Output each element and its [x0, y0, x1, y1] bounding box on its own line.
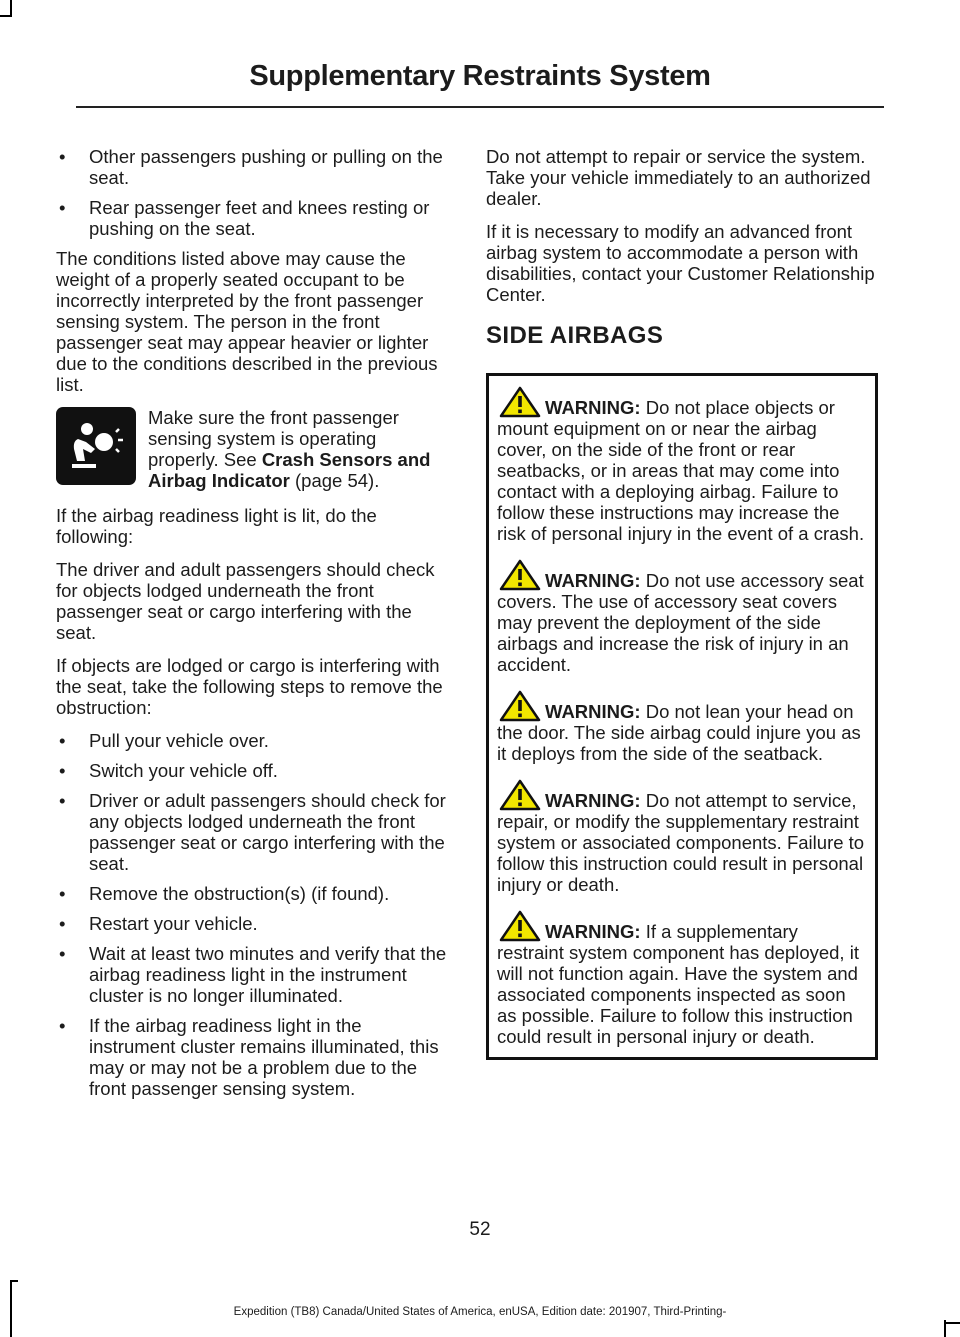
list-item: • Driver or adult passengers should check for any objects lodged underneath the front passenger seat or cargo interfering with the seat.	[59, 790, 446, 874]
airbag-note	[56, 407, 450, 491]
warning-text: Do not place objects or mount equipment on or near the airbag cover, on the side of the front or rear seatbacks, or in areas that may come into contact with a deploying airbag. Failure to follow these instructions may increase the risk of personal injury in the event of a crash.	[497, 397, 865, 544]
header-rule	[76, 106, 884, 108]
warning-label: WARNING:	[545, 397, 641, 418]
bullet: •	[59, 760, 66, 781]
paragraph-repair: Do not attempt to repair or service the system. Take your vehicle immediately to an authorized dealer.	[486, 146, 871, 209]
paragraph-objects: If objects are lodged or cargo is interfering with the seat, take the following steps to remove the obstruction:	[56, 655, 443, 718]
bullet: •	[59, 730, 66, 751]
list-item: • Wait at least two minutes and verify that the airbag readiness light in the instrument cluster is no longer illuminated.	[59, 943, 447, 1006]
warning-label: WARNING:	[545, 701, 641, 722]
bullet-list-top	[56, 146, 450, 239]
warning-triangle-icon	[499, 559, 541, 591]
warning-label: WARNING:	[545, 790, 641, 811]
page-header-title: Supplementary Restraints System	[249, 60, 711, 92]
list-item: • Switch your vehicle off.	[59, 760, 278, 781]
warning-item	[497, 910, 867, 1047]
list-item: • Remove the obstruction(s) (if found).	[59, 883, 390, 904]
warning-triangle-icon	[499, 779, 541, 811]
warning-item	[497, 386, 867, 544]
paragraph-driver: The driver and adult passengers should check for objects lodged underneath the front passenger seat or cargo interfering with the seat.	[56, 559, 435, 643]
list-item: • Other passengers pushing or pulling on the seat.	[59, 146, 443, 188]
page-number: 52	[469, 1219, 491, 1240]
warning-triangle-icon	[499, 386, 541, 418]
warning-item	[497, 559, 867, 675]
bullet: •	[59, 146, 66, 167]
note-text: Make sure the front passenger sensing system is operating properly. See	[148, 407, 399, 470]
right-column	[486, 146, 878, 1060]
list-item: • If the airbag readiness light in the instrument cluster remains illuminated, this may or may not be a problem due to the front passenger sensing system.	[59, 1015, 439, 1099]
crop-mark	[944, 1322, 960, 1324]
airbag-indicator-icon	[56, 407, 136, 485]
paragraph-readiness: If the airbag readiness light is lit, do the following:	[56, 505, 377, 547]
left-column	[56, 146, 450, 1108]
section-heading: SIDE AIRBAGS	[486, 322, 664, 349]
warning-label: WARNING:	[545, 570, 641, 591]
bullet: •	[59, 197, 66, 218]
warning-text: If a supplementary restraint system component has deployed, it will not function again. Have the system and associated components inspected as soon as possible. Failure to follow this instruction could result in personal injury or death.	[497, 921, 859, 1047]
crash-sensors-link[interactable]: Crash Sensors and Airbag Indicator	[148, 449, 431, 491]
list-item: • Rear passenger feet and knees resting or pushing on the seat.	[59, 197, 430, 239]
bullet: •	[59, 1015, 66, 1036]
warning-item	[497, 779, 867, 895]
warning-text: Do not lean your head on the door. The side airbag could injure you as it deploys from the side of the seatback.	[497, 701, 861, 764]
warning-box	[486, 373, 878, 1060]
crop-mark	[0, 15, 12, 17]
warning-text: Do not attempt to service, repair, or modify the supplementary restraint system or associated components. Failure to follow this instruction could result in personal injury or death.	[497, 790, 865, 895]
bullet-list-steps	[56, 730, 450, 1099]
warning-item	[497, 690, 867, 764]
bullet: •	[59, 790, 66, 811]
warning-triangle-icon	[499, 690, 541, 722]
page-reference: (page 54).	[289, 470, 380, 491]
bullet: •	[59, 913, 66, 934]
warning-label: WARNING:	[545, 921, 641, 942]
paragraph-conditions: The conditions listed above may cause the weight of a properly seated occupant to be incorrectly interpreted by the front passenger sensing system. The person in the front passenger seat may appear heavier or lighter due to the conditions described in the previous list.	[56, 248, 438, 395]
bullet: •	[59, 943, 66, 964]
warning-triangle-icon	[499, 910, 541, 942]
paragraph-modify: If it is necessary to modify an advanced front airbag system to accommodate a person with disabilities, contact your Customer Relationship Center.	[486, 221, 875, 305]
bullet: •	[59, 883, 66, 904]
list-item: • Restart your vehicle.	[59, 913, 258, 934]
crop-mark	[10, 1280, 18, 1282]
warning-text: Do not use accessory seat covers. The use of accessory seat covers may prevent the deployment of the side airbags and increase the risk of injury in an accident.	[497, 570, 864, 675]
list-item: • Pull your vehicle over.	[59, 730, 269, 751]
footer-edition-info: Expedition (TB8) Canada/United States of America, enUSA, Edition date: 201907, Third-Printing-	[233, 1306, 727, 1318]
